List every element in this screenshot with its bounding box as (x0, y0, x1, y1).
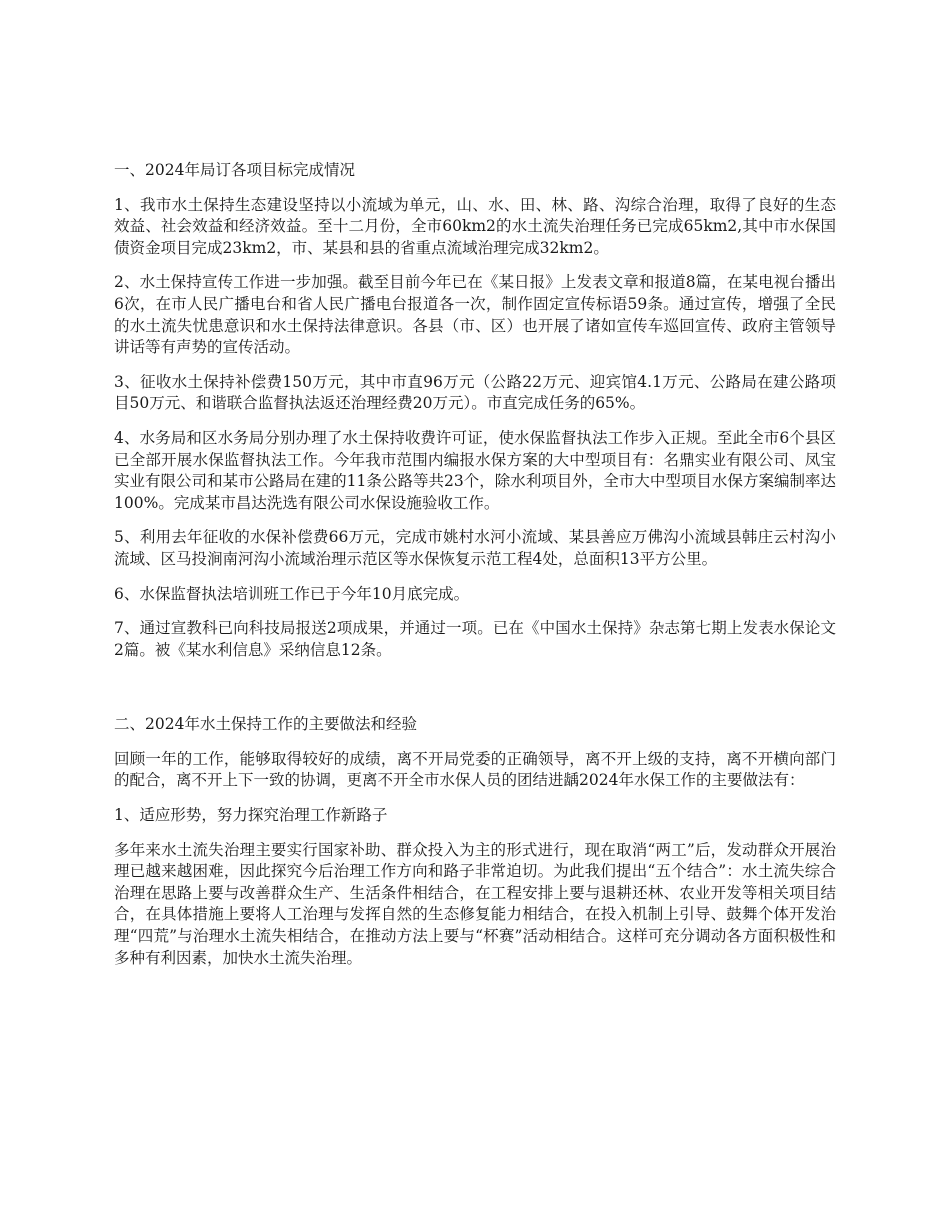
section1-paragraph-5: 5、利用去年征收的水保补偿费66万元，完成市姚村水河小流域、某县善应万佛沟小流域县韩庄云村沟小流域、区马投涧南河沟小流域治理示范区等水保恢复示范工程4处，总面积13平方公里。 (114, 528, 836, 568)
section2-subheading: 1、适应形势，努力探究治理工作新路子 (114, 806, 388, 825)
section2-heading: 二、2024年水土保持工作的主要做法和经验 (114, 715, 417, 734)
section-divider-space (114, 674, 836, 714)
section1-paragraph-3: 3、征收水土保持补偿费150万元，其中市直96万元（公路22万元、迎宾馆4.1万元、公路局在建公路项目50万元、和谐联合监督执法返还治理经费20万元）。市直完成任务的65%。 (114, 372, 836, 413)
section2-body: 多年来水土流失治理主要实行国家补助、群众投入为主的形式进行，现在取消“两工”后，发动群众开展治理已越来越困难，因此探究今后治理工作方向和路子非常迫切。为此我们提出“五个结合”：水土流失综合治理在思路上要与改善群众生产、生活条件相结合，在工程安排上要与退耕还林、农业开发等相关项目结合，在具体措施上要将人工治理与发挥自然的生态修复能力相结合，在投入机制上引导、鼓舞个体开发治理“四荒”与治理水土流失相结合，在推动方法上要与“杯赛”活动相结合。这样可充分调动各方面积极性和多种有利因素，加快水土流失治理。 (114, 840, 836, 967)
section2-intro: 回顾一年的工作，能够取得较好的成绩，离不开局党委的正确领导，离不开上级的支持，离不开横向部门的配合，离不开上下一致的协调，更离不开全市水保人员的团结进龋2024年水保工作的主要做法有： (114, 749, 836, 790)
section1-paragraph-1: 1、我市水土保持生态建设坚持以小流域为单元，山、水、田、林、路、沟综合治理，取得了良好的生态效益、社会效益和经济效益。至十二月份，全市60km2的水土流失治理任务已完成65km2,其中市水保国债资金项目完成23km2，市、某县和县的省重点流域治理完成32km2。 (114, 195, 836, 257)
section1-paragraph-4: 4、水务局和区水务局分别办理了水土保持收费许可证，使水保监督执法工作步入正规。至此全市6个县区已全部开展水保监督执法工作。今年我市范围内编报水保方案的大中型项目有：名鼎实业有限公司、凤宝实业有限公司和某市公路局在建的11条公路等共23个，除水利项目外，全市大中型项目水保方案编制率达100%。完成某市昌达洗选有限公司水保设施验收工作。 (114, 428, 836, 512)
section1-paragraph-2: 2、水土保持宣传工作进一步加强。截至目前今年已在《某日报》上发表文章和报道8篇，在某电视台播出6次，在市人民广播电台和省人民广播电台报道各一次，制作固定宣传标语59条。通过宣传，增强了全民的水土流失忧患意识和水土保持法律意识。各县（市、区）也开展了诸如宣传车巡回宣传、政府主管领导讲话等有声势的宣传活动。 (114, 273, 836, 357)
section1-heading: 一、2024年局订各项目标完成情况 (114, 161, 355, 179)
document-body (114, 160, 836, 982)
section1-paragraph-7: 7、通过宣教科已向科技局报送2项成果，并通过一项。已在《中国水土保持》杂志第七期上发表水保论文2篇。被《某水利信息》采纳信息12条。 (114, 619, 836, 659)
section1-paragraph-6: 6、水保监督执法培训班工作已于今年10月底完成。 (114, 584, 470, 603)
